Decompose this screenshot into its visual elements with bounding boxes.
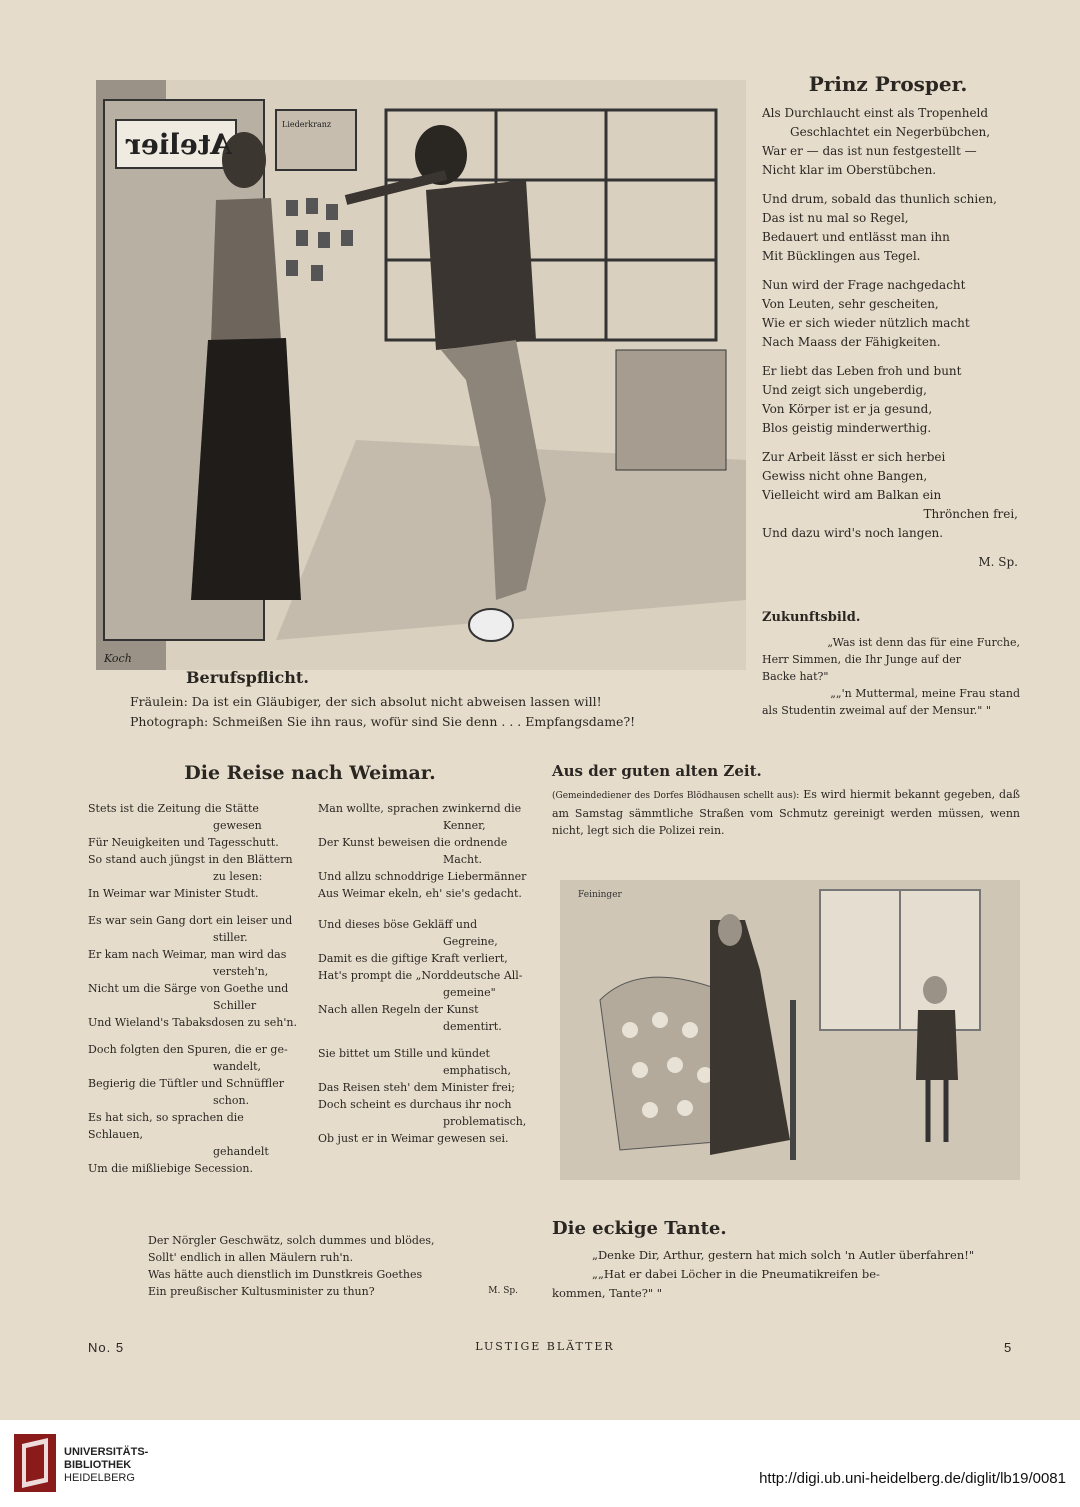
verse-line: Und allzu schnoddrige Liebermänner (318, 870, 527, 883)
verse-line: Der Nörgler Geschwätz, solch dummes und blödes, (148, 1234, 435, 1247)
verse-line: Nicht um die Särge von Goethe und (88, 982, 289, 995)
verse-line: gehandelt (213, 1145, 269, 1158)
alte-zeit-paragraph (552, 786, 1020, 839)
reise-author: M. Sp. (488, 1286, 518, 1296)
verse-line: Bedauert und entlässt man ihn (762, 230, 950, 244)
page-number: 5 (1004, 1340, 1013, 1355)
aunt-illustration (560, 880, 1020, 1180)
verse-line: Geschlachtet ein Negerbübchen, (790, 125, 991, 139)
stanza (762, 448, 1018, 543)
verse-line: Ob just er in Weimar gewesen sei. (318, 1132, 509, 1145)
reise-title: Die Reise nach Weimar. (184, 762, 436, 784)
magazine-name: LUSTIGE BLÄTTER (475, 1340, 615, 1353)
verse-text: Ein preußischer Kultusminister zu thun? (148, 1285, 375, 1298)
verse-line: zu lesen: (213, 870, 263, 883)
verse-line: Das Reisen steh' dem Minister frei; (318, 1081, 516, 1094)
alte-zeit-title: Aus der guten alten Zeit. (552, 762, 762, 780)
stanza (762, 276, 1018, 352)
verse-line: gemeine" (443, 986, 496, 999)
poem-title: Prinz Prosper. (808, 72, 968, 96)
stanza (762, 104, 1018, 180)
verse-line: Gewiss nicht ohne Bangen, (762, 469, 928, 483)
verse-line: Man wollte, sprachen zwinkernd die (318, 802, 522, 815)
text-line: „„'n Muttermal, meine Frau stand (830, 687, 1020, 700)
verse-line: gewesen (213, 819, 262, 832)
stanza (318, 800, 530, 902)
door-sign-text: Atelier (126, 128, 232, 161)
verse-line: Von Leuten, sehr gescheiten, (762, 297, 939, 311)
text-line: „Was ist denn das für eine Furche, (827, 636, 1020, 649)
artist-signature: Feininger (578, 890, 622, 900)
verse-line: Nach allen Regeln der Kunst (318, 1003, 479, 1016)
verse-line: Wie er sich wieder nützlich macht (762, 316, 970, 330)
verse-line: dementirt. (443, 1020, 502, 1033)
stanza (318, 1045, 530, 1147)
alte-zeit-body: Es wird hiermit bekannt gegeben, daß am Samstag sämmtliche Straßen vom Schmutz gereinigt werden müssen, wenn nicht, legt sich die Polizei rein. (552, 788, 1020, 837)
reise-left-column (88, 800, 300, 1187)
caption-line-2: Photograph: Schmeißen Sie ihn raus, wofür sind Sie denn . . . Empfangsdame?! (130, 714, 636, 729)
text-line: „Denke Dir, Arthur, gestern hat mich solch 'n Autler überfahren!" (592, 1248, 975, 1262)
verse-line: Nun wird der Frage nachgedacht (762, 278, 966, 292)
library-bar (0, 1420, 1080, 1507)
verse-line: Doch scheint es durchaus ihr noch (318, 1098, 512, 1111)
zukunftsbild-title: Zukunftsbild. (762, 610, 861, 625)
verse-line (148, 1283, 518, 1300)
poem-author: M. Sp. (978, 555, 1018, 569)
verse-line: Hat's prompt die „Norddeutsche All- (318, 969, 523, 982)
verse-line: Nicht klar im Oberstübchen. (762, 163, 937, 177)
verse-line: Und dazu wird's noch langen. (762, 526, 944, 540)
verse-line: Zur Arbeit lässt er sich herbei (762, 450, 946, 464)
verse-line: Für Neuigkeiten und Tagesschutt. (88, 836, 279, 849)
text-line: Backe hat?" (762, 670, 829, 683)
frame-label-text: Liederkranz (282, 120, 332, 129)
text-line: kommen, Tante?" " (552, 1286, 663, 1300)
library-logo-icon (14, 1434, 56, 1492)
verse-line: Und dieses böse Gekläff und (318, 918, 478, 931)
verse-line: stiller. (213, 931, 248, 944)
library-name-line: UNIVERSITÄTS- (64, 1446, 149, 1458)
verse-line: Schiller (213, 999, 257, 1012)
verse-line: versteh'n, (213, 965, 269, 978)
verse-line: Vielleicht wird am Balkan ein (762, 488, 942, 502)
stanza (88, 912, 300, 1031)
verse-line: Er liebt das Leben froh und bunt (762, 364, 962, 378)
verse-line: Begierig die Tüftler und Schnüffler (88, 1077, 284, 1090)
issue-number: No. 5 (88, 1340, 125, 1355)
verse-line: Und drum, sobald das thunlich schien, (762, 192, 997, 206)
verse-line: Nach Maass der Fähigkeiten. (762, 335, 941, 349)
photographer-illustration (96, 80, 746, 670)
verse-line: problematisch, (443, 1115, 527, 1128)
page-url-link[interactable]: http://digi.ub.uni-heidelberg.de/diglit/lb19/0081 (759, 1470, 1066, 1487)
zukunftsbild-text (762, 634, 1020, 719)
verse-line: Kenner, (443, 819, 486, 832)
verse-line: War er — das ist nun festgestellt — (762, 144, 977, 158)
verse-line: Das ist nu mal so Regel, (762, 211, 909, 225)
verse-line: Und Wieland's Tabaksdosen zu seh'n. (88, 1016, 297, 1029)
poem-prosper (762, 104, 1018, 572)
eckige-tante-title: Die eckige Tante. (552, 1218, 727, 1239)
text-line: „„Hat er dabei Löcher in die Pneumatikreifen be- (592, 1267, 880, 1281)
verse-line: Thrönchen frei, (923, 507, 1018, 521)
verse-line: Als Durchlaucht einst als Tropenheld (762, 106, 989, 120)
verse-line: Von Körper ist er ja gesund, (762, 402, 933, 416)
alte-zeit-text (552, 786, 1020, 839)
library-name (64, 1446, 148, 1485)
verse-line: In Weimar war Minister Studt. (88, 887, 259, 900)
verse-line: Es hat sich, so sprachen die Schlauen, (88, 1111, 244, 1141)
reise-final-stanza (148, 1232, 518, 1300)
text-line: als Studentin zweimal auf der Mensur." " (762, 704, 991, 717)
verse-line: emphatisch, (443, 1064, 511, 1077)
eckige-tante-text (552, 1246, 1020, 1303)
alte-zeit-intro: (Gemeindediener des Dorfes Blödhausen schellt aus): (552, 791, 800, 801)
stanza (318, 912, 530, 1035)
verse-line: So stand auch jüngst in den Blättern (88, 853, 293, 866)
stanza (88, 1041, 300, 1177)
stanza (762, 362, 1018, 438)
verse-line: wandelt, (213, 1060, 262, 1073)
verse-line: Macht. (443, 853, 482, 866)
verse-line: Der Kunst beweisen die ordnende (318, 836, 508, 849)
stanza (88, 800, 300, 902)
verse-line: Aus Weimar ekeln, eh' sie's gedacht. (318, 887, 522, 900)
verse-line: Was hätte auch dienstlich im Dunstkreis Goethes (148, 1268, 423, 1281)
verse-line: Doch folgten den Spuren, die er ge- (88, 1043, 288, 1056)
reise-right-column (318, 800, 530, 1157)
verse-line: schon. (213, 1094, 250, 1107)
verse-line: Sollt' endlich in allen Mäulern ruh'n. (148, 1251, 354, 1264)
artist-signature: Koch (104, 652, 132, 665)
verse-line: Damit es die giftige Kraft verliert, (318, 952, 508, 965)
stanza (762, 190, 1018, 266)
library-name-line: HEIDELBERG (64, 1472, 135, 1484)
verse-line: Um die mißliebige Secession. (88, 1162, 253, 1175)
verse-line: Mit Bücklingen aus Tegel. (762, 249, 921, 263)
verse-line: Er kam nach Weimar, man wird das (88, 948, 287, 961)
caption-line-1: Fräulein: Da ist ein Gläubiger, der sich absolut nicht abweisen lassen will! (130, 694, 602, 709)
caption-title: Berufspflicht. (186, 668, 309, 687)
text-line: Herr Simmen, die Ihr Junge auf der (762, 653, 962, 666)
verse-line: Es war sein Gang dort ein leiser und (88, 914, 293, 927)
library-name-line: BIBLIOTHEK (64, 1459, 132, 1471)
verse-line: Und zeigt sich ungeberdig, (762, 383, 927, 397)
verse-line: Stets ist die Zeitung die Stätte (88, 802, 259, 815)
verse-line: Blos geistig minderwerthig. (762, 421, 932, 435)
verse-line: Gegreine, (443, 935, 498, 948)
verse-line: Sie bittet um Stille und kündet (318, 1047, 490, 1060)
